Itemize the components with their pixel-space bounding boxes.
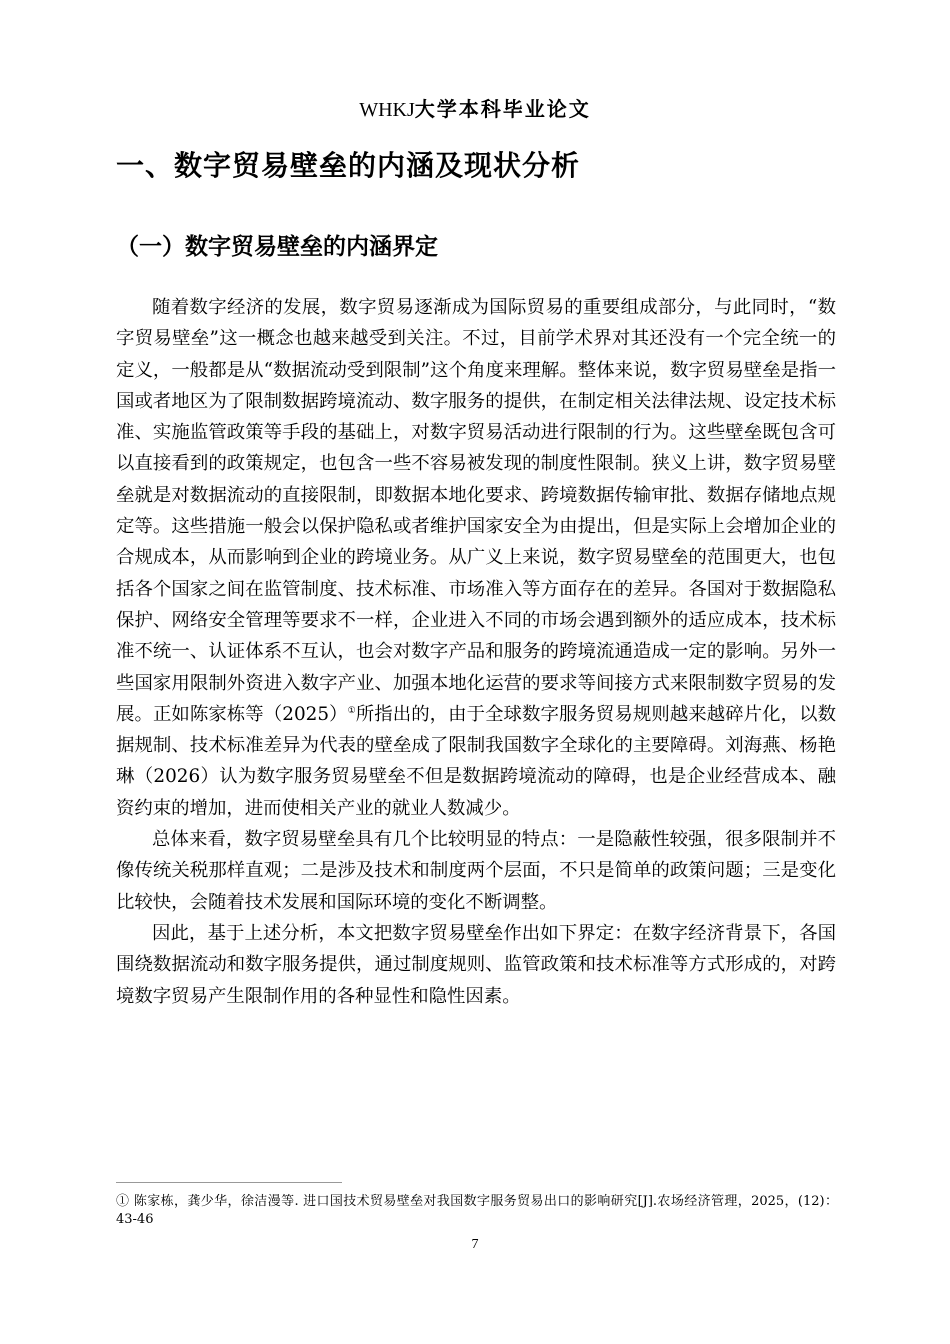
subsection-title: （一）数字贸易壁垒的内涵界定 [116,234,438,260]
paragraph-2: 总体来看，数字贸易壁垒具有几个比较明显的特点：一是隐蔽性较强，很多限制并不像传统关税那样直观；二是涉及技术和制度两个层面，不只是简单的政策问题；三是变化比较快，会随着技术发展和国际环境的变化不断调整。 [116,829,836,913]
page-number: 7 [471,1237,479,1252]
paragraph-1 [116,292,836,824]
section-title: 一、数字贸易壁垒的内涵及现状分析 [116,149,581,182]
paragraph-1-part-a: 随着数字经济的发展，数字贸易逐渐成为国际贸易的重要组成部分，与此同时，“数字贸易壁垒”这一概念也越来越受到关注。不过，目前学术界对其还没有一个完全统一的定义，一般都是从“数据流动受到限制”这个角度来理解。整体来说，数字贸易壁垒是指一国或者地区为了限制数据跨境流动、数字服务的提供，在制定相关法律法规、设定技术标准、实施监管政策等手段的基础上，对数字贸易活动进行限制的行为。这些壁垒既包含可以直接看到的政策规定，也包含一些不容易被发现的制度性限制。狭义上讲，数字贸易壁垒就是对数据流动的直接限制，即数据本地化要求、跨境数据传输审批、数据存储地点规定等。这些措施一般会以保护隐私或者维护国家安全为由提出，但是实际上会增加企业的合规成本，从而影响到企业的跨境业务。从广义上来说，数字贸易壁垒的范围更大，也包括各个国家之间在监管制度、技术标准、市场准入等方面存在的差异。各国对于数据隐私保护、网络安全管理等要求不一样，企业进入不同的市场会遇到额外的适应成本，技术标准不统一、认证体系不互认，也会对数字产品和服务的跨境流通造成一定的影响。另外一些国家用限制外资进入数字产业、加强本地化运营的要求等间接方式来限制数字贸易的发展。正如陈家栋等（2025） [116,297,836,725]
body-text [116,292,836,1012]
footnote-divider [116,1182,342,1183]
paragraph-1-part-b: 所指出的，由于全球数字服务贸易规则越来越碎片化，以数据规制、技术标准差异为代表的壁垒成了限制我国数字全球化的主要障碍。刘海燕、杨艳琳（2026）认为数字服务贸易壁垒不但是数据跨境流动的障碍，也是企业经营成本、融资约束的增加，进而使相关产业的就业人数减少。 [116,703,836,819]
paragraph-3: 因此，基于上述分析，本文把数字贸易壁垒作出如下界定：在数字经济背景下，各国围绕数据流动和数字服务提供，通过制度规则、监管政策和技术标准等方式形成的，对跨境数字贸易产生限制作用的各种显性和隐性因素。 [116,922,836,1007]
header-title: 大学本科毕业论文 [414,97,591,121]
page-header [0,96,950,123]
header-latin: WHKJ [359,99,415,121]
footnote-reference: ① [347,705,356,716]
footnote: ① 陈家栋，龚少华，徐洁漫等. 进口国技术贸易壁垒对我国数字服务贸易出口的影响研究[J].农场经济管理，2025，(12)：43-46 [116,1194,838,1227]
